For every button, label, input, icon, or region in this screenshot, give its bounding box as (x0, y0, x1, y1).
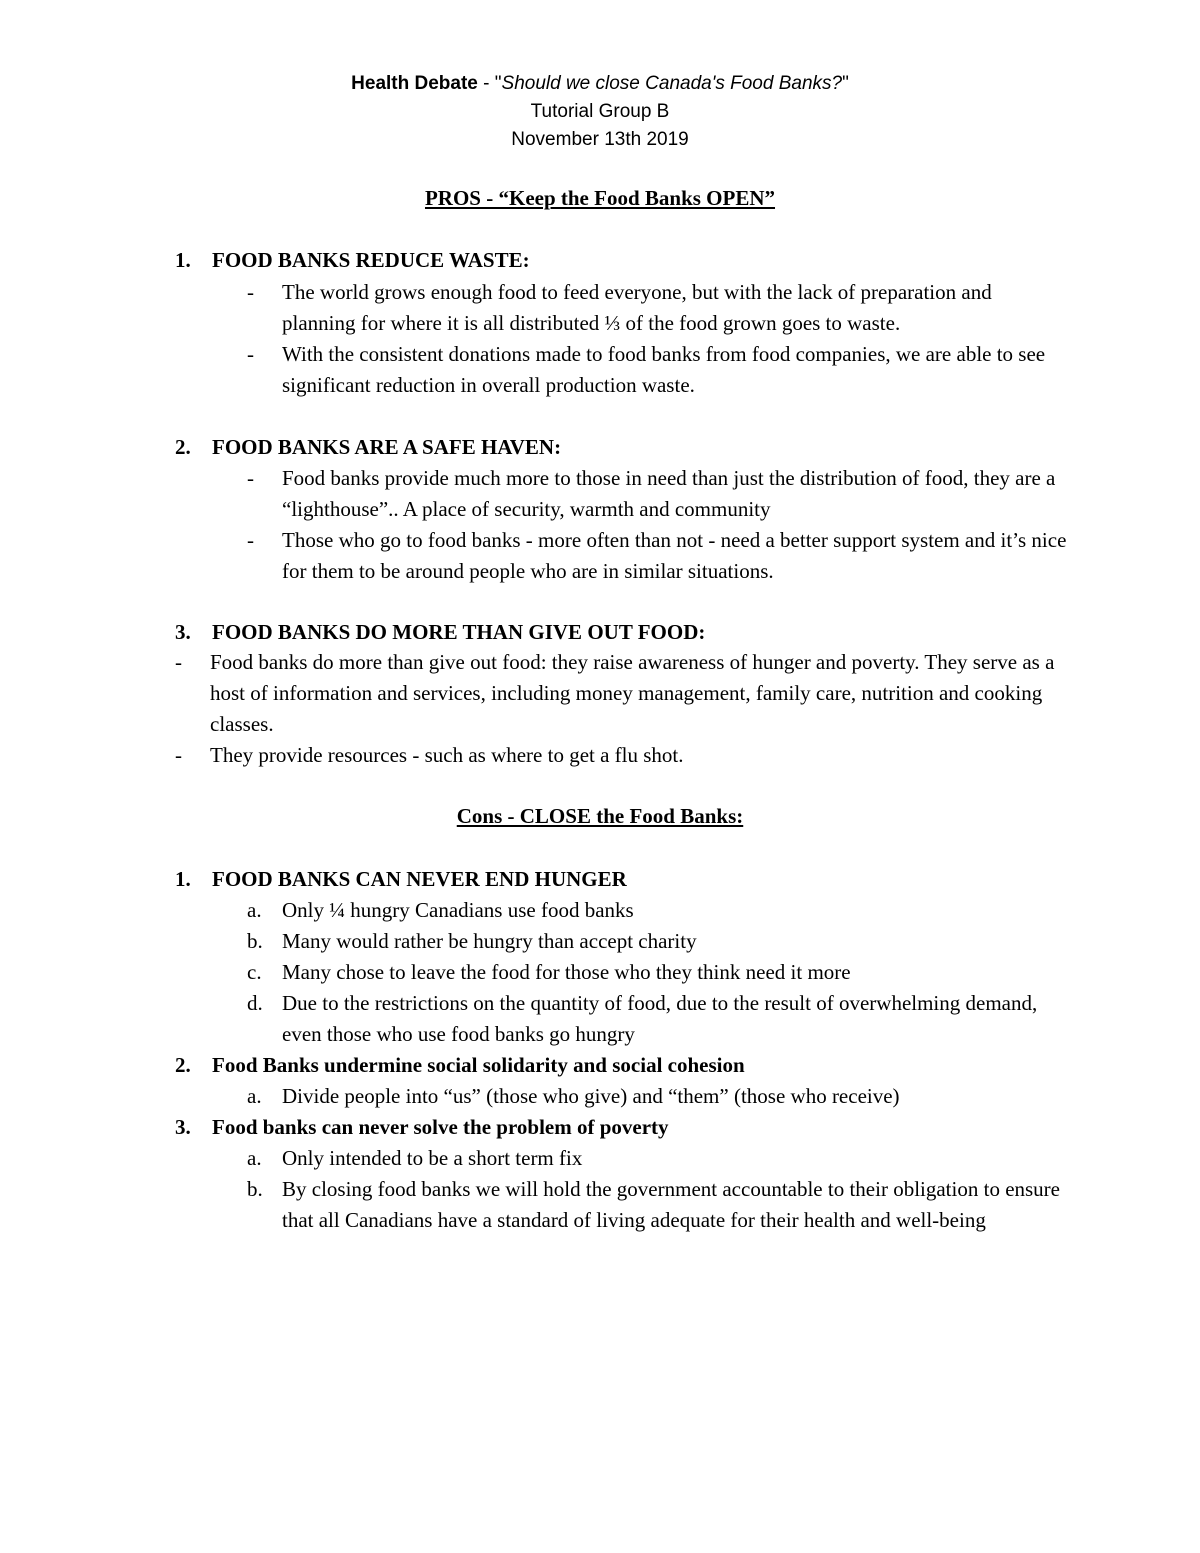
bullet-text: Those who go to food banks - more often than not - need a better support system and it’s nice for them to be around people who are in similar situations. (282, 528, 1067, 583)
bullet-letter: b. (247, 1177, 263, 1201)
pros-item-1-number: 1. (175, 248, 191, 272)
pros-item-2-number: 2. (175, 435, 191, 459)
bullet-text: Many would rather be hungry than accept charity (282, 929, 697, 953)
pros-item-2-heading (175, 432, 561, 463)
pros-heading: PROS - “Keep the Food Banks OPEN” (424, 186, 776, 210)
pros-item-2-bullet-1 (247, 463, 1067, 525)
cons-item-1-title: FOOD BANKS CAN NEVER END HUNGER (212, 867, 627, 891)
title-end-quote: " (842, 73, 849, 94)
title-bold-text: Health Debate (351, 73, 478, 94)
title-separator: - " (477, 73, 502, 94)
cons-item-2-title: Food Banks undermine social solidarity and social cohesion (212, 1053, 745, 1077)
cons-item-1-number: 1. (175, 867, 191, 891)
cons-item-3-point-b (247, 1174, 1067, 1236)
bullet-letter: b. (247, 929, 263, 953)
bullet-letter: a. (247, 1084, 262, 1108)
cons-item-2-number: 2. (175, 1053, 191, 1077)
cons-item-2-heading (175, 1050, 745, 1081)
bullet-text: With the consistent donations made to food banks from food companies, we are able to see significant reduction in overall production waste. (282, 342, 1046, 397)
pros-item-1-heading (175, 245, 530, 276)
pros-item-3-bullet-1 (175, 647, 1055, 740)
bullet-text: Food banks provide much more to those in need than just the distribution of food, they are a “lighthouse”.. A place of security, warmth and community (282, 466, 1056, 521)
bullet-letter: a. (247, 898, 262, 922)
bullet-text: Divide people into “us” (those who give) and “them” (those who receive) (282, 1084, 900, 1108)
cons-item-2-point-a (247, 1081, 1067, 1112)
pros-item-2-title: FOOD BANKS ARE A SAFE HAVEN: (212, 435, 562, 459)
bullet-dash: - (175, 650, 182, 674)
cons-item-3-number: 3. (175, 1115, 191, 1139)
pros-item-3-number: 3. (175, 620, 191, 644)
bullet-letter: d. (247, 991, 263, 1015)
pros-item-3-heading (175, 617, 705, 648)
bullet-dash: - (247, 280, 254, 304)
cons-item-1-heading (175, 864, 627, 895)
cons-item-3-point-a (247, 1143, 1067, 1174)
bullet-text: Only intended to be a short term fix (282, 1146, 583, 1170)
bullet-dash: - (247, 528, 254, 552)
document-date: November 13th 2019 (511, 129, 689, 150)
pros-item-1-bullet-2 (247, 339, 1067, 401)
pros-item-2-bullet-2 (247, 525, 1067, 587)
bullet-letter: a. (247, 1146, 262, 1170)
bullet-text: Only ¼ hungry Canadians use food banks (282, 898, 634, 922)
cons-item-1-point-d (247, 988, 1067, 1050)
bullet-text: The world grows enough food to feed everyone, but with the lack of preparation and planning for where it is all distributed ⅓ of the food grown goes to waste. (282, 280, 992, 335)
document-title (0, 70, 1200, 98)
bullet-text: Food banks do more than give out food: they raise awareness of hunger and poverty. They serve as a host of information and services, including money management, family care, nutrition and cooking classes. (210, 650, 1055, 736)
cons-item-1-point-c (247, 957, 1067, 988)
title-question: Should we close Canada's Food Banks? (501, 73, 843, 94)
bullet-text: Due to the restrictions on the quantity of food, due to the result of overwhelming demand, even those who use food banks go hungry (282, 991, 1038, 1046)
pros-item-1-title: FOOD BANKS REDUCE WASTE: (212, 248, 530, 272)
cons-item-3-heading (175, 1112, 669, 1143)
cons-item-3-title: Food banks can never solve the problem of poverty (212, 1115, 669, 1139)
bullet-dash: - (247, 342, 254, 366)
document-header (0, 70, 1200, 154)
cons-heading: Cons - CLOSE the Food Banks: (456, 804, 744, 828)
cons-item-1-point-b (247, 926, 1067, 957)
bullet-text: They provide resources - such as where to get a flu shot. (210, 743, 684, 767)
pros-item-3-bullet-2 (175, 740, 1055, 771)
bullet-text: Many chose to leave the food for those who they think need it more (282, 960, 851, 984)
pros-item-3-title: FOOD BANKS DO MORE THAN GIVE OUT FOOD: (212, 620, 706, 644)
bullet-dash: - (175, 743, 182, 767)
bullet-letter: c. (247, 960, 262, 984)
bullet-dash: - (247, 466, 254, 490)
bullet-text: By closing food banks we will hold the government accountable to their obligation to ensure that all Canadians have a standard of living adequate for their health and well-being (282, 1177, 1060, 1232)
pros-item-1-bullet-1 (247, 277, 1067, 339)
cons-item-1-point-a (247, 895, 1067, 926)
tutorial-group: Tutorial Group B (530, 101, 670, 122)
